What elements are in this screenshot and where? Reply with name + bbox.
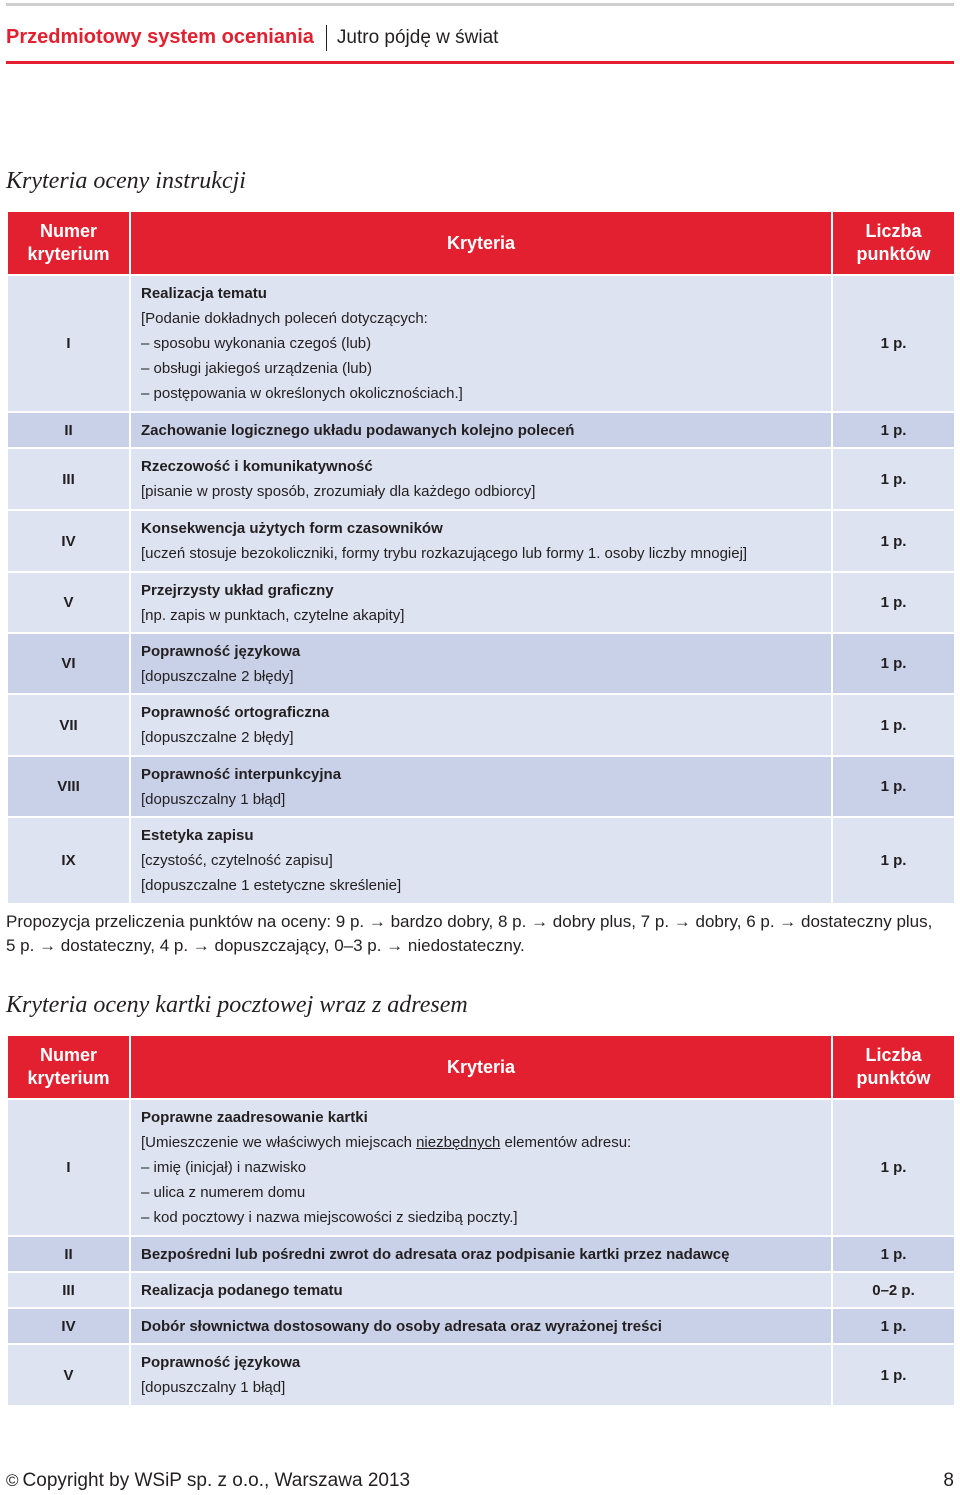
col-header-number: Numer kryterium — [7, 1035, 130, 1099]
criterion-name: Przejrzysty układ graficzny — [141, 581, 334, 599]
criterion-name: Konsekwencja użytych form czasowników — [141, 520, 443, 537]
table-row — [7, 756, 955, 817]
criterion-name: Poprawność językowa — [141, 642, 301, 660]
criterion-points: 1 p. — [832, 756, 955, 817]
page-header — [6, 18, 954, 64]
criterion-detail: [dopuszczalne 1 estetyczne skreślenie] — [141, 877, 402, 894]
criterion-points: 1 p. — [832, 633, 955, 694]
criterion-points: 1 p. — [832, 1344, 955, 1406]
criterion-points: 1 p. — [832, 1308, 955, 1344]
criterion-points: 1 p. — [832, 694, 955, 756]
criterion-number: VIII — [7, 756, 130, 817]
series-title: Przedmiotowy system oceniania — [6, 26, 314, 48]
criterion-detail — [141, 1130, 821, 1155]
criterion-detail: [dopuszczalne 2 błędy] — [141, 667, 294, 685]
criterion-number: IX — [7, 817, 130, 904]
table-row — [7, 1308, 955, 1344]
criterion-detail: [dopuszczalny 1 błąd] — [141, 790, 286, 808]
criterion-number: II — [7, 1236, 130, 1272]
col-header-criteria: Kryteria — [130, 1035, 832, 1099]
table-row — [7, 275, 955, 412]
criterion-dash-item: – sposobu wykonania czegoś (lub) — [141, 331, 821, 356]
criterion-cell — [130, 275, 832, 412]
table-row — [7, 817, 955, 904]
table-row — [7, 412, 955, 448]
criterion-detail: [dopuszczalny 1 błąd] — [141, 1379, 286, 1396]
criterion-name: Bezpośredni lub pośredni zwrot do adresata oraz podpisanie kartki przez nadawcę — [141, 1245, 730, 1263]
criterion-detail: [pisanie w prosty sposób, zrozumiały dla każdego odbiorcy] — [141, 483, 536, 500]
table-row — [7, 1272, 955, 1308]
detail-text: [Umieszczenie we właściwych miejscach — [141, 1134, 417, 1151]
criterion-points: 1 p. — [832, 1099, 955, 1236]
criterion-number: II — [7, 412, 130, 448]
criterion-name: Realizacja podanego tematu — [141, 1281, 343, 1299]
criterion-name: Dobór słownictwa dostosowany do osoby adresata oraz wyrażonej treści — [141, 1317, 662, 1335]
criterion-points: 1 p. — [832, 412, 955, 448]
criterion-cell — [130, 756, 832, 817]
criterion-cell — [130, 694, 832, 756]
criterion-cell — [130, 510, 832, 572]
criterion-number: III — [7, 1272, 130, 1308]
table-row — [7, 448, 955, 510]
criterion-detail: [dopuszczalne 2 błędy] — [141, 729, 294, 746]
criterion-cell — [130, 1308, 832, 1344]
criterion-number: I — [7, 1099, 130, 1236]
criterion-name: Rzeczowość i komunikatywność — [141, 458, 373, 475]
detail-underlined: niezbędnych — [416, 1134, 501, 1151]
criterion-name: Poprawność ortograficzna — [141, 704, 330, 721]
criterion-name: Poprawność interpunkcyjna — [141, 765, 342, 783]
copyright-notice — [6, 1470, 410, 1492]
section-title-postcard: Kryteria oceny kartki pocztowej wraz z adresem — [6, 992, 468, 1018]
book-title: Jutro pójdę w świat — [336, 26, 499, 48]
postcard-criteria-table — [6, 1034, 956, 1407]
criterion-points: 1 p. — [832, 448, 955, 510]
criterion-cell — [130, 412, 832, 448]
criterion-number: V — [7, 572, 130, 633]
copyright-icon: © — [6, 1471, 19, 1490]
table-row — [7, 510, 955, 572]
criterion-number: IV — [7, 510, 130, 572]
criterion-cell — [130, 1272, 832, 1308]
detail-text: elementów adresu: — [500, 1134, 632, 1151]
criterion-points: 1 p. — [832, 1236, 955, 1272]
section-title-instruction: Kryteria oceny instrukcji — [6, 168, 246, 194]
grade-conversion-note — [6, 910, 958, 958]
criterion-number: III — [7, 448, 130, 510]
criterion-name: Poprawność językowa — [141, 1354, 301, 1371]
copyright-text: Copyright by WSiP sp. z o.o., Warszawa 2013 — [22, 1470, 411, 1491]
table-row — [7, 1099, 955, 1236]
col-header-points: Liczba punktów — [832, 211, 955, 275]
col-header-points: Liczba punktów — [832, 1035, 955, 1099]
criterion-dash-item: – obsługi jakiegoś urządzenia (lub) — [141, 356, 821, 381]
conversion-line: 5 p. → dostateczny, 4 p. → dopuszczający, 0–3 p. → niedostateczny. — [6, 936, 525, 955]
col-header-number: Numer kryterium — [7, 211, 130, 275]
criterion-points: 0–2 p. — [832, 1272, 955, 1308]
criterion-name: Zachowanie logicznego układu podawanych kolejno poleceń — [141, 421, 575, 439]
table-row — [7, 633, 955, 694]
criterion-detail: [czystość, czytelność zapisu] — [141, 852, 333, 869]
table-row — [7, 694, 955, 756]
criterion-cell — [130, 633, 832, 694]
page-number: 8 — [943, 1470, 954, 1491]
criterion-dash-item: – ulica z numerem domu — [141, 1180, 821, 1205]
criterion-cell — [130, 817, 832, 904]
criterion-cell — [130, 572, 832, 633]
top-rule — [6, 3, 954, 6]
criterion-cell — [130, 1099, 832, 1236]
criterion-points: 1 p. — [832, 275, 955, 412]
criterion-points: 1 p. — [832, 510, 955, 572]
criterion-cell — [130, 1236, 832, 1272]
criterion-cell — [130, 1344, 832, 1406]
criterion-dash-item: – imię (inicjał) i nazwisko — [141, 1155, 821, 1180]
table-row — [7, 1344, 955, 1406]
criterion-name: Realizacja tematu — [141, 285, 267, 302]
page-footer — [6, 1466, 954, 1495]
criterion-number: IV — [7, 1308, 130, 1344]
header-separator — [326, 25, 327, 51]
criterion-number: I — [7, 275, 130, 412]
criterion-number: VI — [7, 633, 130, 694]
criterion-dash-item: – kod pocztowy i nazwa miejscowości z siedzibą poczty.] — [141, 1205, 821, 1230]
criterion-cell — [130, 448, 832, 510]
criterion-name: Estetyka zapisu — [141, 827, 254, 844]
criterion-number: V — [7, 1344, 130, 1406]
criterion-points: 1 p. — [832, 817, 955, 904]
criterion-dash-item: – postępowania w określonych okolicznościach.] — [141, 381, 821, 406]
conversion-line: Propozycja przeliczenia punktów na oceny: 9 p. → bardzo dobry, 8 p. → dobry plus, 7 p. → dobry, 6 p. → dostateczny plus, — [6, 912, 933, 931]
criterion-detail: [Podanie dokładnych poleceń dotyczących: — [141, 310, 428, 327]
criterion-number: VII — [7, 694, 130, 756]
criterion-name: Poprawne zaadresowanie kartki — [141, 1109, 368, 1126]
table-row — [7, 572, 955, 633]
criterion-detail: [uczeń stosuje bezokoliczniki, formy trybu rozkazującego lub formy 1. osoby liczby mnogiej] — [141, 545, 748, 562]
table-row — [7, 1236, 955, 1272]
criterion-points: 1 p. — [832, 572, 955, 633]
instruction-criteria-table — [6, 210, 956, 905]
col-header-criteria: Kryteria — [130, 211, 832, 275]
criterion-detail: [np. zapis w punktach, czytelne akapity] — [141, 606, 405, 624]
